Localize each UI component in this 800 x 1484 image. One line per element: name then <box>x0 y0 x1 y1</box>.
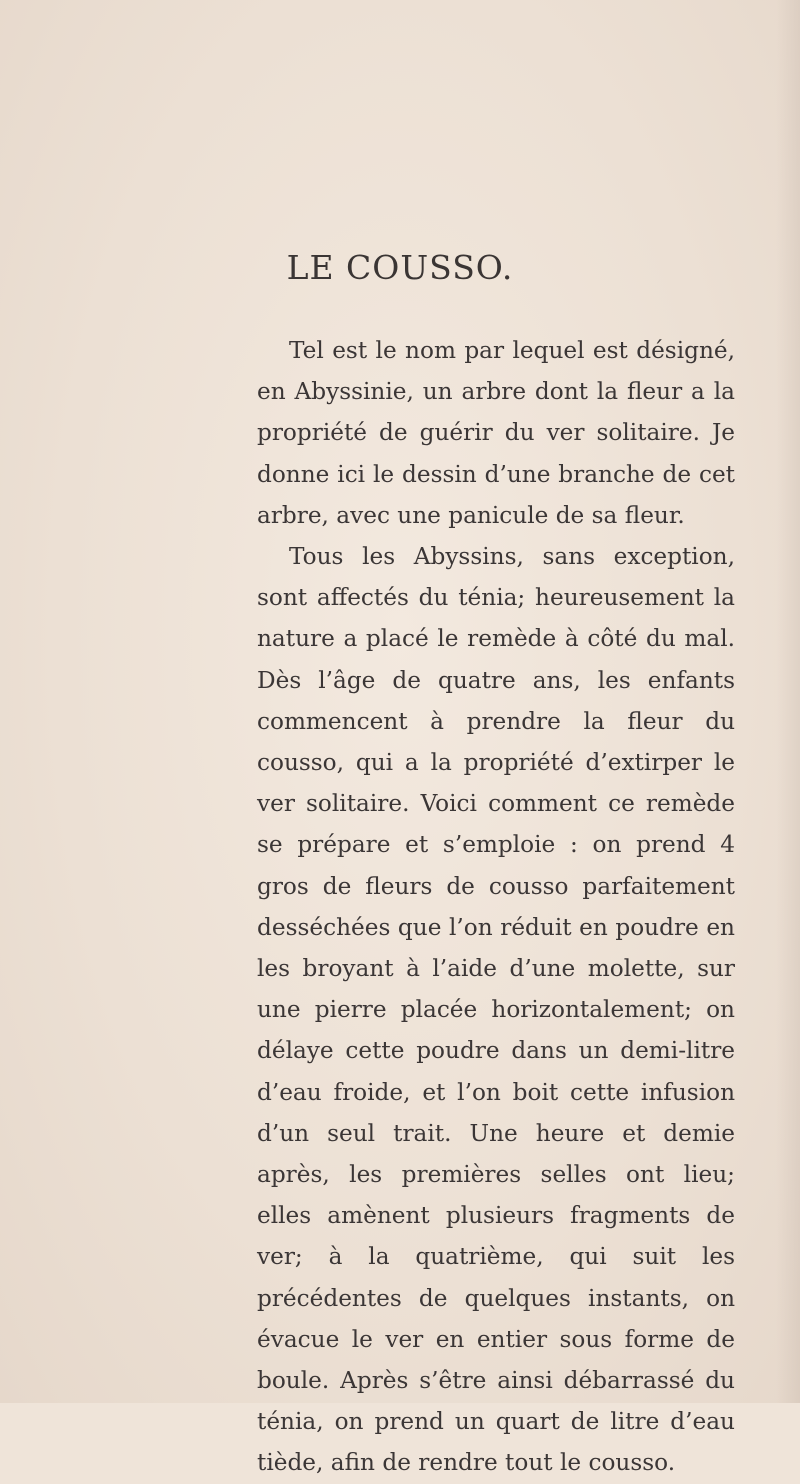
body-text <box>257 330 735 1484</box>
paragraph-2: Tous les Abyssins, sans exception, sont affectés du ténia; heureusement la nature a placé le remède à côté du mal. Dès l’âge de quatre ans, les enfants commencent à prendre la fleur du cousso, qui a la propriété d’extirper le ver solitaire. Voici comment ce remède se prépare et s’emploie : on prend 4 gros de fleurs de cousso parfaitement desséchées que l’on réduit en poudre en les broyant à l’aide d’une molette, sur une pierre placée horizontalement; on délaye cette poudre dans un demi-litre d’eau froide, et l’on boit cette infusion d’un seul trait. Une heure et demie après, les premières selles ont lieu; elles amènent plusieurs fragments de ver; à la quatrième, qui suit les précédentes de quelques instants, on évacue le ver en entier sous forme de boule. Après s’être ainsi débarrassé du ténia, on prend un quart de litre d’eau tiède, afin de rendre tout le cousso. <box>257 543 735 1477</box>
page-edge-shadow <box>776 0 800 1403</box>
paragraph-1: Tel est le nom par lequel est désigné, en Abyssinie, un arbre dont la fleur a la propriété de guérir du ver solitaire. Je donne ici le dessin d’une branche de cet arbre, avec une panicule de sa fleur. <box>257 337 735 529</box>
page-title: LE COUSSO. <box>286 248 514 287</box>
